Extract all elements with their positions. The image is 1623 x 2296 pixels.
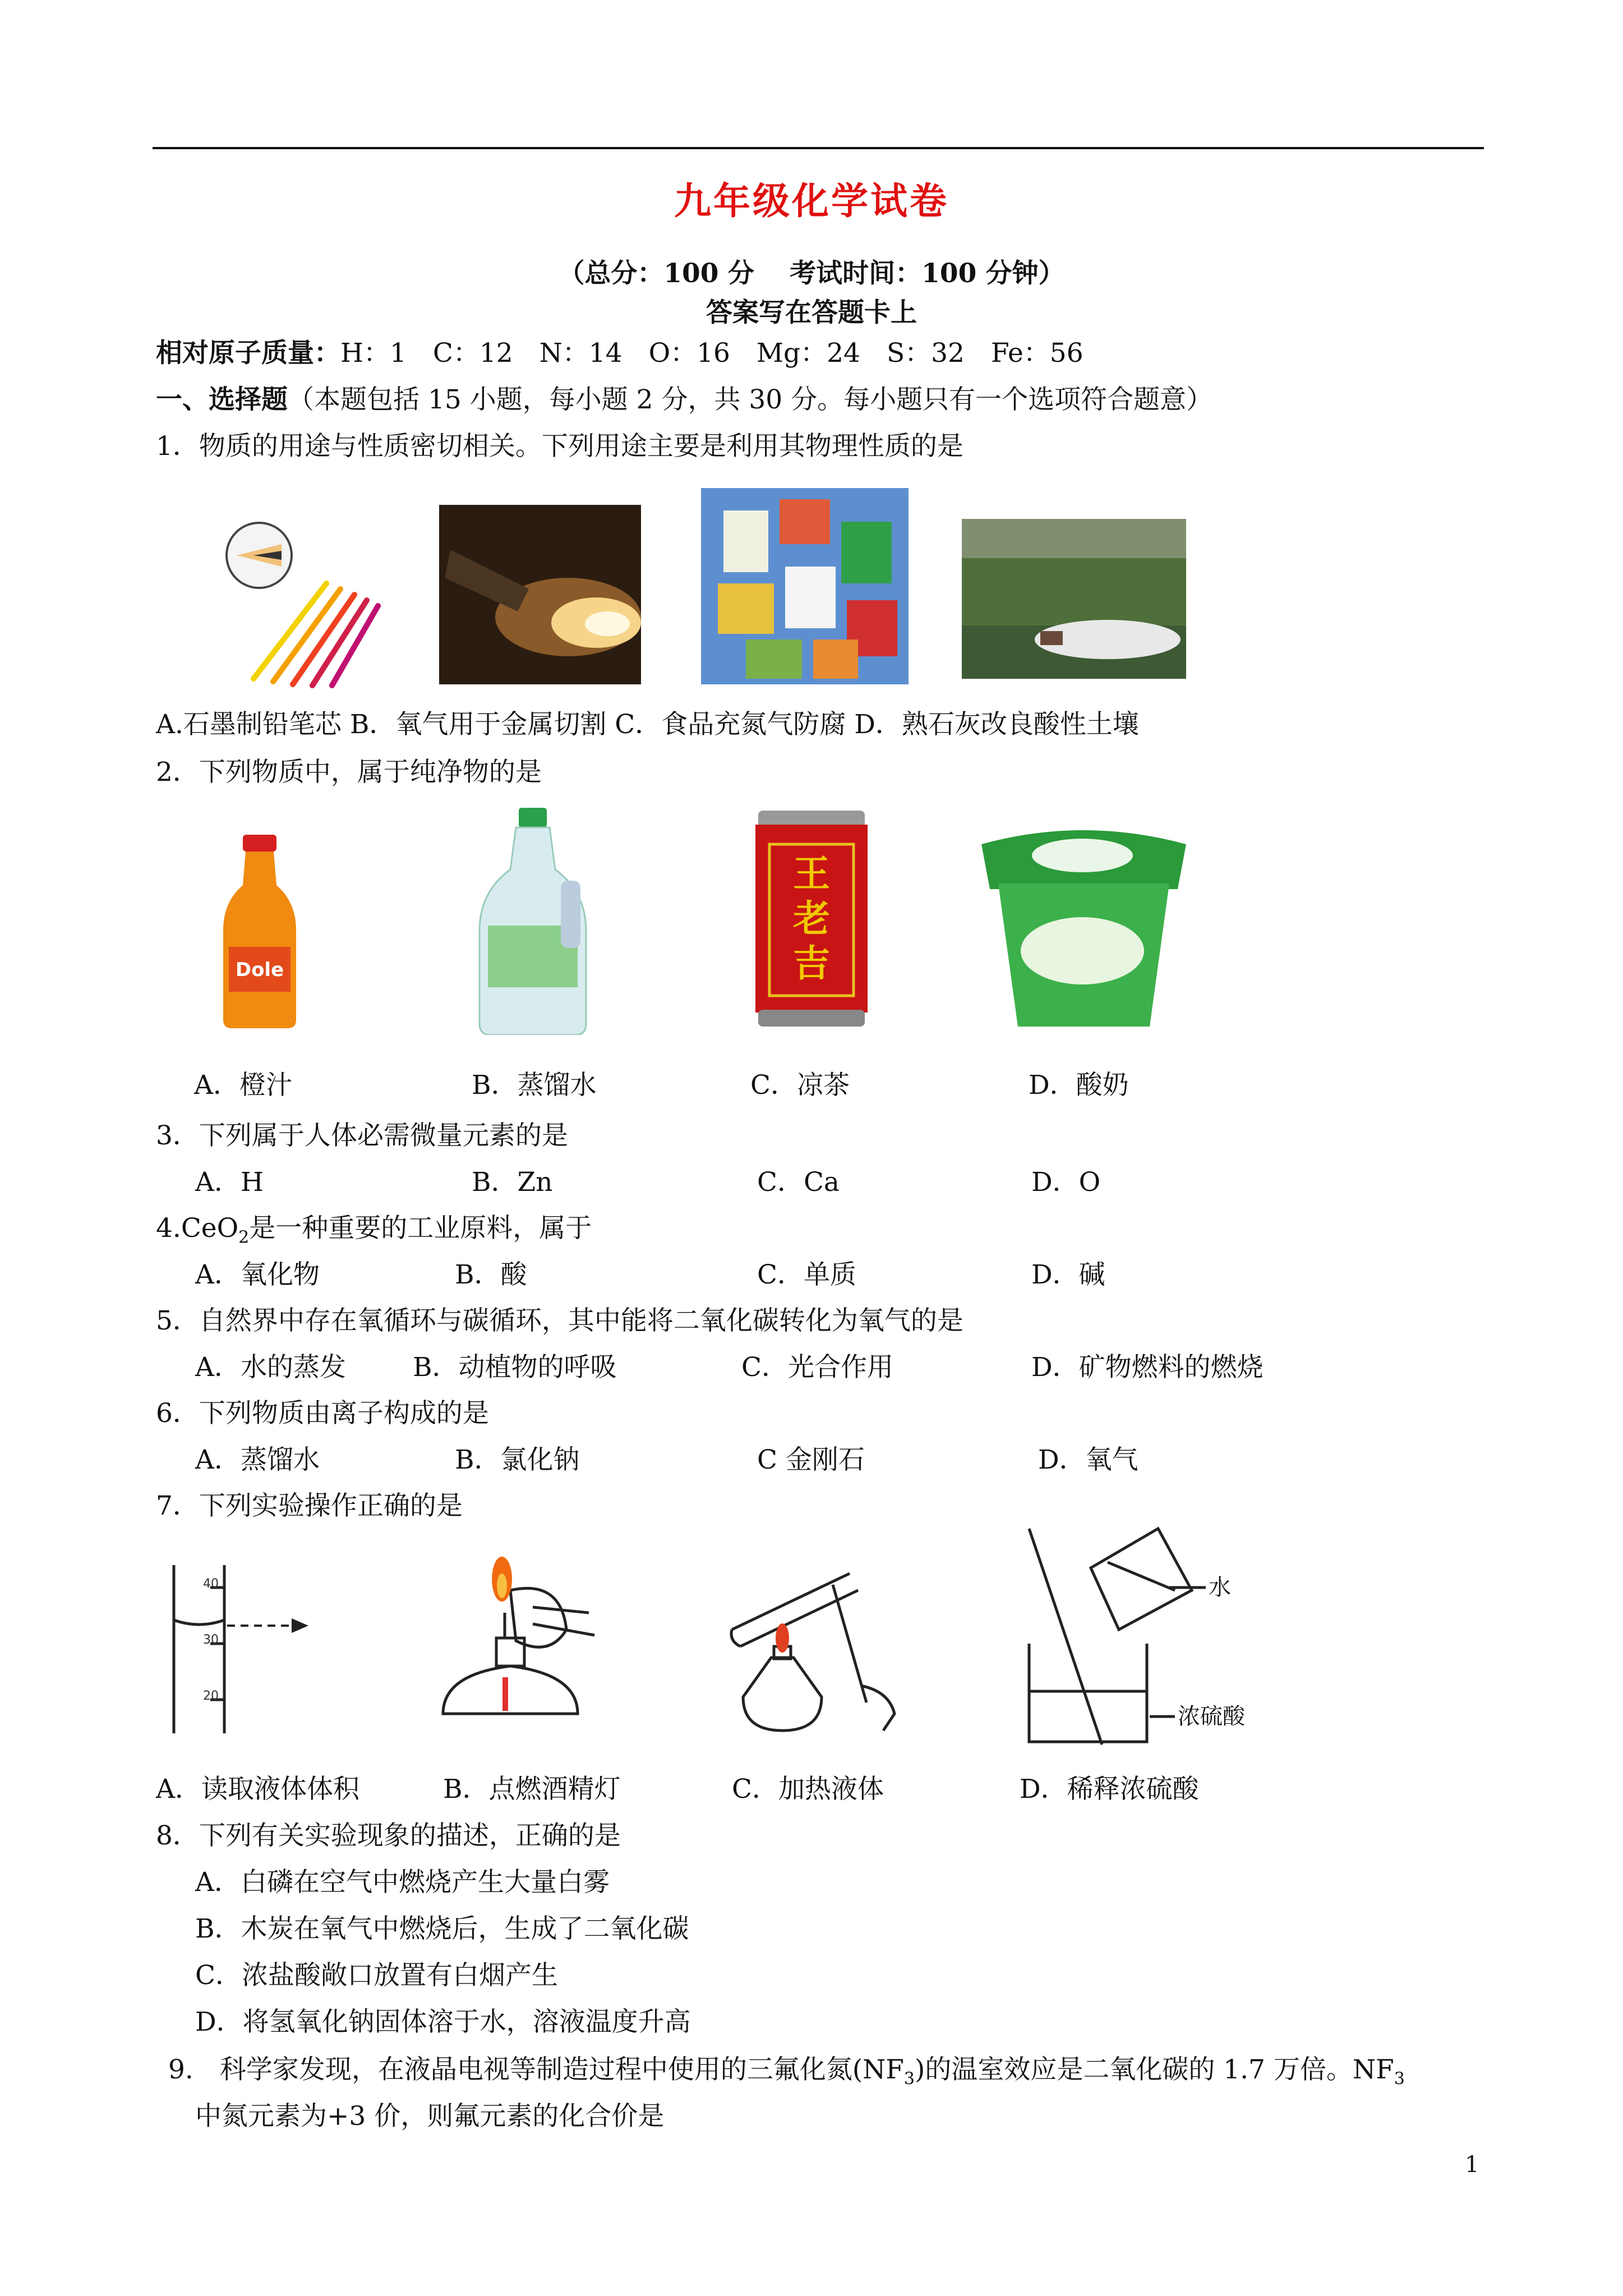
q2-stem: 2．下列物质中，属于纯净物的是 — [156, 757, 542, 788]
q6-stem: 6．下列物质由离子构成的是 — [156, 1398, 489, 1429]
q6-option-b: B．氯化钠 — [455, 1444, 580, 1475]
q8-option-d: D．将氢氧化钠固体溶于水，溶液温度升高 — [195, 2007, 691, 2037]
q5-option-d: D．矿物燃料的燃烧 — [1031, 1352, 1264, 1383]
q8-option-c: C．浓盐酸敞口放置有白烟产生 — [195, 1960, 558, 1991]
q6-option-c: C 金刚石 — [757, 1444, 865, 1475]
q8-stem: 8．下列有关实验现象的描述，正确的是 — [156, 1820, 621, 1851]
yogurt-cup-image — [976, 822, 1192, 1029]
q7-option-c: C．加热液体 — [732, 1774, 884, 1805]
q3-option-b: B．Zn — [472, 1167, 553, 1198]
q9-sub1: 3 — [903, 2069, 915, 2089]
section1-title: 一、选择题 — [156, 384, 288, 415]
q5-stem: 5．自然界中存在氧循环与碳循环，其中能将二氧化碳转化为氧气的是 — [156, 1305, 963, 1336]
pencil-leads-image — [220, 522, 382, 690]
q3-stem: 3．下列属于人体必需微量元素的是 — [156, 1120, 568, 1151]
can-char-1: 王 — [793, 852, 830, 895]
q9-line1-b: )的温室效应是二氧化碳的 1.7 万倍。NF — [915, 2054, 1394, 2085]
q4-option-b: B．酸 — [455, 1259, 527, 1290]
page-number: 1 — [1465, 2152, 1479, 2178]
exam-subtitle: （总分：100 分 考试时间：100 分钟） — [558, 258, 1065, 289]
q1-options: A.石墨制铅笔芯 B．氧气用于金属切割 C．食品充氮气防腐 D．熟石灰改良酸性土壤 — [156, 709, 1139, 740]
atomic-mass-label: 相对原子质量： — [156, 338, 340, 369]
q9-sub2: 3 — [1394, 2069, 1405, 2089]
diluting-acid-diagram — [1018, 1523, 1259, 1747]
q9-line2: 中氮元素为+3 价，则氟元素的化合价是 — [195, 2101, 665, 2132]
q2-option-c: C．凉茶 — [750, 1070, 850, 1101]
can-char-3: 吉 — [793, 941, 830, 985]
q6-option-d: D．氧气 — [1038, 1444, 1138, 1475]
orange-juice-bottle-image — [220, 835, 299, 1028]
q4-stem — [156, 1212, 592, 1254]
q8-option-a: A．白磷在空气中燃烧产生大量白雾 — [195, 1867, 610, 1898]
metal-cutting-image — [439, 505, 641, 684]
q2-option-a: A．橙汁 — [194, 1070, 292, 1101]
exam-title: 九年级化学试卷 — [674, 179, 949, 223]
atomic-mass-line — [156, 337, 1083, 370]
cyl-tick-20: 20 — [203, 1689, 219, 1703]
q9-line1-a: 9. 科学家发现，在液晶电视等制造过程中使用的三氟化氮(NF — [168, 2054, 904, 2085]
q2-option-b: B．蒸馏水 — [472, 1070, 597, 1101]
heating-liquid-diagram — [721, 1562, 934, 1742]
q5-option-a: A．水的蒸发 — [195, 1352, 346, 1383]
can-char-2: 老 — [793, 896, 830, 940]
q1-stem: 1．物质的用途与性质密切相关。下列用途主要是利用其物理性质的是 — [156, 431, 963, 462]
dole-label: Dole — [235, 959, 284, 981]
q4-option-c: C．单质 — [757, 1259, 856, 1290]
q7-option-d: D．稀释浓硫酸 — [1020, 1774, 1199, 1805]
atomic-mass-values: H：1 C：12 N：14 O：16 Mg：24 S：32 Fe：56 — [340, 338, 1083, 369]
q3-option-d: D．O — [1031, 1167, 1101, 1198]
label-water: 水 — [1209, 1575, 1231, 1600]
q7-option-a: A．读取液体体积 — [156, 1774, 359, 1805]
q9-line1 — [168, 2053, 1405, 2096]
q8-option-b: B．木炭在氧气中燃烧后，生成了二氧化碳 — [195, 1913, 689, 1944]
q4-stem-post: 是一种重要的工业原料，属于 — [249, 1213, 592, 1244]
q5-option-b: B．动植物的呼吸 — [413, 1352, 617, 1383]
q6-option-a: A．蒸馏水 — [195, 1444, 320, 1475]
cyl-tick-30: 30 — [203, 1633, 219, 1647]
food-packages-image — [701, 488, 909, 684]
q7-stem: 7．下列实验操作正确的是 — [156, 1490, 463, 1521]
q3-option-a: A．H — [195, 1167, 264, 1198]
q4-stem-pre: 4.CeO — [156, 1213, 239, 1244]
q3-option-c: C．Ca — [757, 1167, 840, 1198]
distilled-water-bottle-image — [477, 808, 589, 1035]
graduated-cylinder-diagram — [163, 1559, 325, 1739]
q5-option-c: C．光合作用 — [741, 1352, 893, 1383]
soil-improvement-image — [962, 519, 1186, 679]
header-rule — [153, 147, 1484, 149]
alcohol-lamp-diagram — [426, 1545, 606, 1736]
q7-option-b: B．点燃酒精灯 — [443, 1774, 621, 1805]
cyl-tick-40: 40 — [203, 1577, 219, 1591]
herbal-tea-can-image — [753, 811, 870, 1027]
answer-note: 答案写在答题卡上 — [706, 297, 917, 328]
q4-option-d: D．碱 — [1031, 1259, 1105, 1290]
section1-note: （本题包括 15 小题，每小题 2 分，共 30 分。每小题只有一个选项符合题意） — [288, 384, 1213, 415]
q4-option-a: A．氧化物 — [195, 1259, 320, 1290]
q2-option-d: D．酸奶 — [1029, 1070, 1129, 1101]
section1-heading — [156, 383, 1212, 417]
q4-stem-sub: 2 — [238, 1227, 250, 1248]
label-conc-acid: 浓硫酸 — [1178, 1704, 1245, 1729]
